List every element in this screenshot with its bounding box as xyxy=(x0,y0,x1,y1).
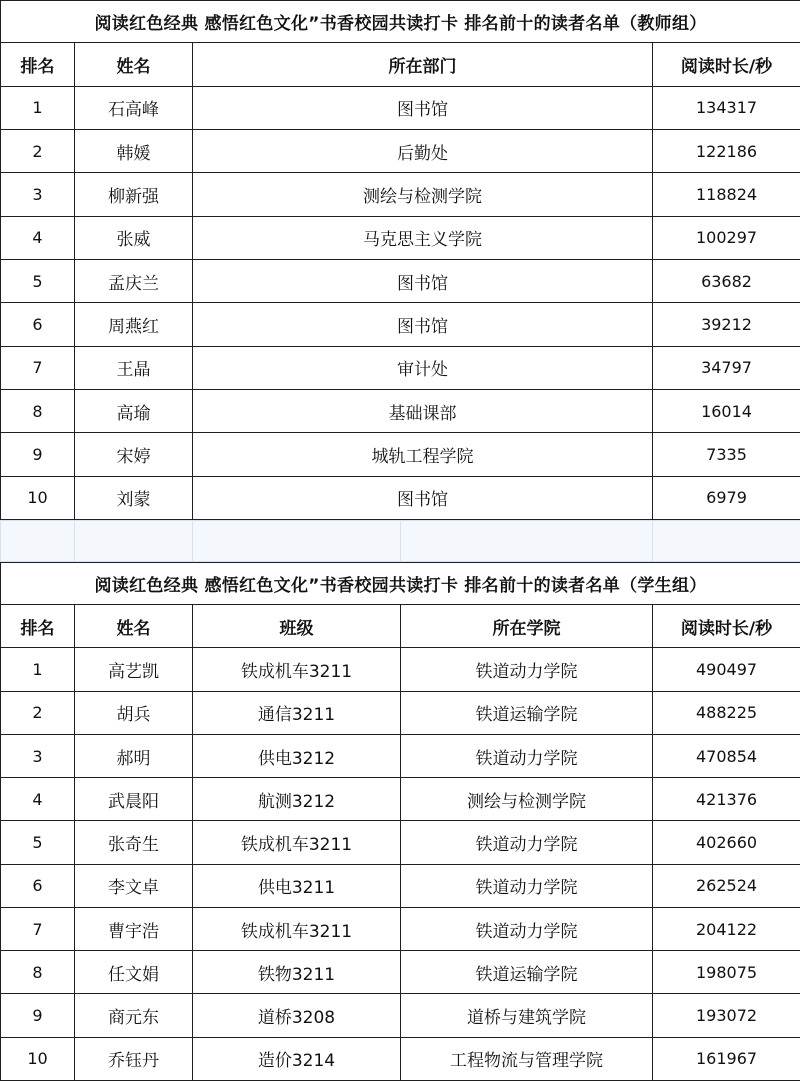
teacher-title-row xyxy=(1,1,800,43)
name-cell: 曹宇浩 xyxy=(75,907,193,950)
rank-cell: 6 xyxy=(1,303,75,346)
student-title-row xyxy=(1,563,800,605)
name-cell: 王晶 xyxy=(75,346,193,389)
department-cell: 马克思主义学院 xyxy=(193,216,653,259)
spacer-row xyxy=(0,520,800,562)
rank-cell: 4 xyxy=(1,778,75,821)
name-cell: 孟庆兰 xyxy=(75,259,193,302)
name-cell: 高瑜 xyxy=(75,389,193,432)
name-cell: 任文娟 xyxy=(75,951,193,994)
rank-cell: 9 xyxy=(1,433,75,476)
department-cell: 图书馆 xyxy=(193,259,653,302)
department-cell: 审计处 xyxy=(193,346,653,389)
class-cell: 铁成机车3211 xyxy=(193,907,401,950)
rank-cell: 1 xyxy=(1,648,75,691)
reading-time-cell: 100297 xyxy=(653,216,800,259)
header-name: 姓名 xyxy=(75,43,193,86)
table-row xyxy=(1,864,800,907)
name-cell: 宋婷 xyxy=(75,433,193,476)
header-department: 所在部门 xyxy=(193,43,653,86)
table-row xyxy=(1,734,800,777)
table-row xyxy=(1,216,800,259)
rank-cell: 10 xyxy=(1,1037,75,1080)
class-cell: 造价3214 xyxy=(193,1037,401,1080)
college-cell: 测绘与检测学院 xyxy=(401,778,653,821)
rank-cell: 4 xyxy=(1,216,75,259)
name-cell: 乔钰丹 xyxy=(75,1037,193,1080)
name-cell: 高艺凯 xyxy=(75,648,193,691)
college-cell: 铁道动力学院 xyxy=(401,864,653,907)
name-cell: 商元东 xyxy=(75,994,193,1037)
rank-cell: 8 xyxy=(1,389,75,432)
college-cell: 工程物流与管理学院 xyxy=(401,1037,653,1080)
class-cell: 道桥3208 xyxy=(193,994,401,1037)
reading-time-cell: 421376 xyxy=(653,778,800,821)
reading-time-cell: 262524 xyxy=(653,864,800,907)
teacher-header-row xyxy=(1,43,800,86)
class-cell: 铁成机车3211 xyxy=(193,648,401,691)
table-row xyxy=(1,86,800,129)
rank-cell: 9 xyxy=(1,994,75,1037)
name-cell: 周燕红 xyxy=(75,303,193,346)
college-cell: 铁道运输学院 xyxy=(401,951,653,994)
reading-time-cell: 34797 xyxy=(653,346,800,389)
name-cell: 韩媛 xyxy=(75,129,193,172)
reading-time-cell: 6979 xyxy=(653,476,800,519)
college-cell: 铁道运输学院 xyxy=(401,691,653,734)
class-cell: 铁物3211 xyxy=(193,951,401,994)
name-cell: 张威 xyxy=(75,216,193,259)
class-cell: 供电3211 xyxy=(193,864,401,907)
table-row xyxy=(1,821,800,864)
header-college: 所在学院 xyxy=(401,605,653,648)
name-cell: 武晨阳 xyxy=(75,778,193,821)
rank-cell: 7 xyxy=(1,907,75,950)
department-cell: 城轨工程学院 xyxy=(193,433,653,476)
college-cell: 铁道动力学院 xyxy=(401,907,653,950)
name-cell: 石高峰 xyxy=(75,86,193,129)
rank-cell: 7 xyxy=(1,346,75,389)
rank-cell: 5 xyxy=(1,821,75,864)
college-cell: 铁道动力学院 xyxy=(401,821,653,864)
reading-time-cell: 402660 xyxy=(653,821,800,864)
reading-time-cell: 488225 xyxy=(653,691,800,734)
table-row xyxy=(1,389,800,432)
reading-time-cell: 490497 xyxy=(653,648,800,691)
teacher-ranking-table xyxy=(0,0,800,520)
table-row xyxy=(1,907,800,950)
name-cell: 刘蒙 xyxy=(75,476,193,519)
class-cell: 供电3212 xyxy=(193,734,401,777)
reading-time-cell: 198075 xyxy=(653,951,800,994)
spacer-cell xyxy=(193,521,401,562)
department-cell: 图书馆 xyxy=(193,476,653,519)
table-row xyxy=(1,1037,800,1080)
header-rank: 排名 xyxy=(1,43,75,86)
name-cell: 李文卓 xyxy=(75,864,193,907)
rank-cell: 2 xyxy=(1,691,75,734)
reading-time-cell: 63682 xyxy=(653,259,800,302)
spacer-cell xyxy=(1,521,75,562)
reading-time-cell: 470854 xyxy=(653,734,800,777)
spacer-cell xyxy=(401,521,653,562)
name-cell: 张奇生 xyxy=(75,821,193,864)
spacer-cell xyxy=(653,521,800,562)
table-row xyxy=(1,648,800,691)
rank-cell: 1 xyxy=(1,86,75,129)
table-row xyxy=(1,259,800,302)
name-cell: 郝明 xyxy=(75,734,193,777)
department-cell: 测绘与检测学院 xyxy=(193,173,653,216)
student-header-row xyxy=(1,605,800,648)
department-cell: 基础课部 xyxy=(193,389,653,432)
rank-cell: 6 xyxy=(1,864,75,907)
table-row xyxy=(1,433,800,476)
reading-time-cell: 39212 xyxy=(653,303,800,346)
spacer-cell xyxy=(75,521,193,562)
header-reading-time: 阅读时长/秒 xyxy=(653,43,800,86)
name-cell: 胡兵 xyxy=(75,691,193,734)
student-table-title: 阅读红色经典 感悟红色文化”书香校园共读打卡 排名前十的读者名单（学生组） xyxy=(1,563,800,605)
reading-time-cell: 134317 xyxy=(653,86,800,129)
reading-time-cell: 193072 xyxy=(653,994,800,1037)
rank-cell: 5 xyxy=(1,259,75,302)
reading-time-cell: 161967 xyxy=(653,1037,800,1080)
table-row xyxy=(1,476,800,519)
class-cell: 铁成机车3211 xyxy=(193,821,401,864)
table-row xyxy=(1,129,800,172)
class-cell: 航测3212 xyxy=(193,778,401,821)
college-cell: 铁道动力学院 xyxy=(401,648,653,691)
table-row xyxy=(1,173,800,216)
header-rank: 排名 xyxy=(1,605,75,648)
header-reading-time: 阅读时长/秒 xyxy=(653,605,800,648)
table-row xyxy=(1,691,800,734)
rank-cell: 10 xyxy=(1,476,75,519)
reading-time-cell: 204122 xyxy=(653,907,800,950)
name-cell: 柳新强 xyxy=(75,173,193,216)
rank-cell: 2 xyxy=(1,129,75,172)
rank-cell: 3 xyxy=(1,734,75,777)
reading-time-cell: 16014 xyxy=(653,389,800,432)
table-row xyxy=(1,951,800,994)
teacher-table-title: 阅读红色经典 感悟红色文化”书香校园共读打卡 排名前十的读者名单（教师组） xyxy=(1,1,800,43)
class-cell: 通信3211 xyxy=(193,691,401,734)
rank-cell: 8 xyxy=(1,951,75,994)
reading-time-cell: 118824 xyxy=(653,173,800,216)
table-row xyxy=(1,303,800,346)
college-cell: 道桥与建筑学院 xyxy=(401,994,653,1037)
department-cell: 后勤处 xyxy=(193,129,653,172)
reading-time-cell: 7335 xyxy=(653,433,800,476)
student-ranking-table xyxy=(0,562,800,1081)
table-row xyxy=(1,346,800,389)
header-name: 姓名 xyxy=(75,605,193,648)
table-row xyxy=(1,778,800,821)
department-cell: 图书馆 xyxy=(193,86,653,129)
table-row xyxy=(1,994,800,1037)
reading-time-cell: 122186 xyxy=(653,129,800,172)
department-cell: 图书馆 xyxy=(193,303,653,346)
college-cell: 铁道动力学院 xyxy=(401,734,653,777)
rank-cell: 3 xyxy=(1,173,75,216)
header-class: 班级 xyxy=(193,605,401,648)
